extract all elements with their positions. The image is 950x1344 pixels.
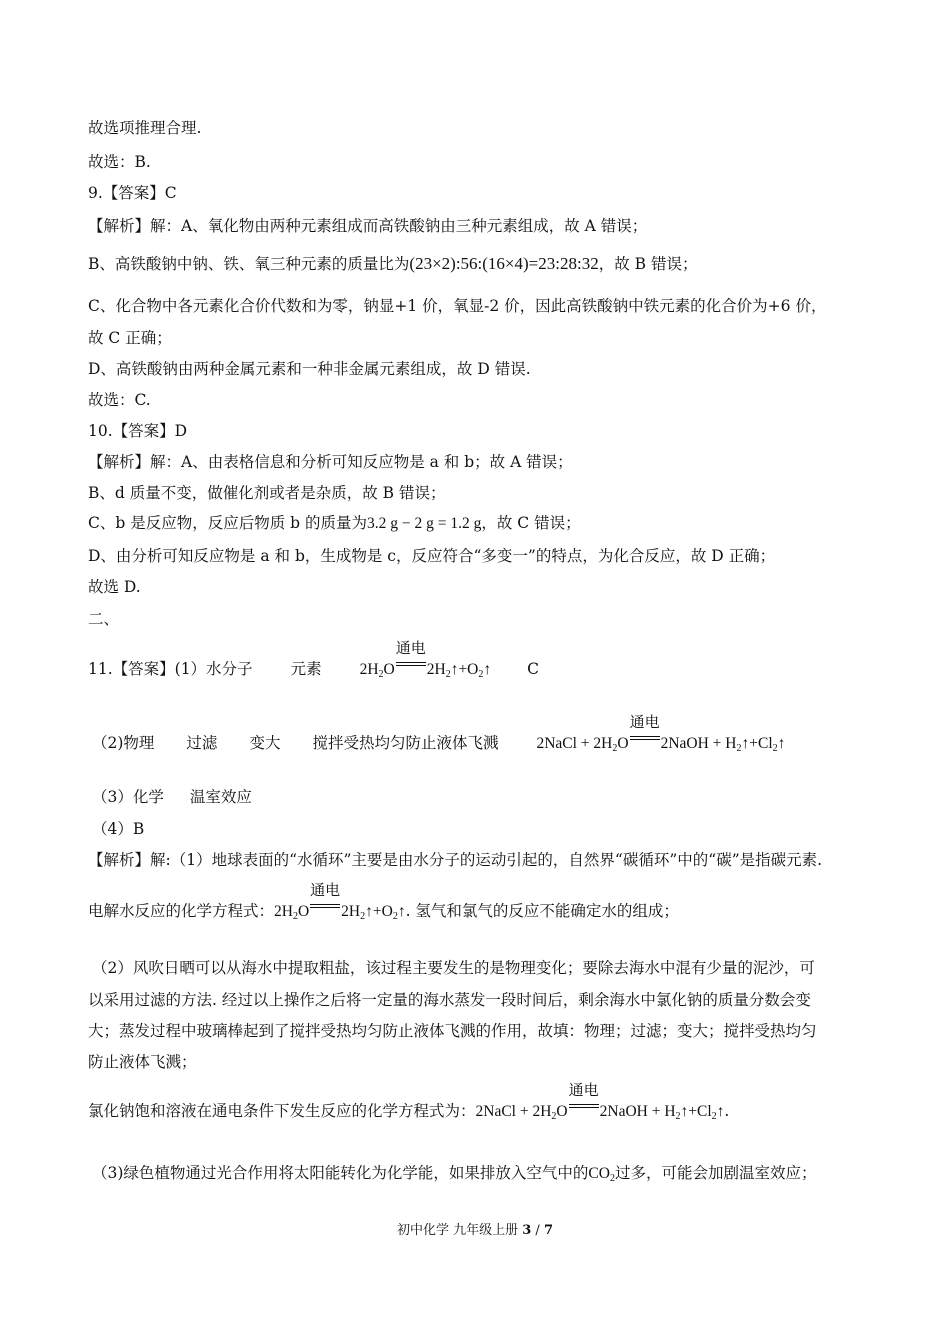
answer-part-2 [92, 715, 786, 755]
text-span: 11.【答案】(1）水分子 [88, 660, 253, 678]
text-line: 【解析】解:（1）地球表面的“水循环”主要是由水分子的运动引起的，自然界“碳循环”中的“碳”是指碳元素. [88, 851, 823, 869]
page-number: 3 [522, 1223, 532, 1238]
text-line: 【解析】解：A、由表格信息和分析可知反应物是 a 和 b；故 A 错误； [88, 453, 573, 471]
text-line: 故选 D. [88, 578, 141, 596]
reaction-condition: 通电 [310, 900, 340, 914]
text-span: ，故 C 错误； [481, 514, 581, 532]
answer-part-4: （4）B [92, 820, 145, 838]
page-total: 7 [543, 1223, 553, 1238]
text-line [88, 883, 679, 923]
text-line: C、化合物中各元素化合价代数和为零，钠显+1 价，氧显-2 价，因此高铁酸钠中铁元素的化合价为+6 价， [88, 297, 827, 315]
water-electrolysis-equation: $2H_2O$ 通电 $2H_2↑+O_2↑$ [359, 641, 492, 680]
text-span: . [724, 1102, 730, 1120]
text-span: ，故 B 错误； [598, 255, 698, 273]
text-line: 大；蒸发过程中玻璃棒起到了搅拌受热均匀防止液体飞溅的作用，故填：物理；过滤；变大；搅拌受热均匀 [88, 1022, 817, 1040]
answer-heading-10: 10.【答案】D [88, 422, 188, 440]
text-line: 【解析】解：A、氧化物由两种元素组成而高铁酸钠由三种元素组成，故 A 错误； [88, 217, 648, 235]
text-line: 故选：B. [88, 153, 151, 171]
answer-part-3 [92, 786, 252, 808]
text-line [88, 253, 697, 275]
salt-electrolysis-equation: 2NaCl + $2H_2O$ 通电 2NaOH + $H_2↑+Cl_2↑$ [536, 715, 786, 754]
text-span: 元素 [290, 660, 322, 678]
text-line [92, 1162, 816, 1185]
text-line: 故 C 正确； [88, 329, 172, 347]
text-span: C [527, 660, 539, 678]
text-span: B、高铁酸钠中钠、铁、氧三种元素的质量比为 [88, 255, 410, 273]
answer-heading-9: 9.【答案】C [88, 184, 177, 202]
co2-formula: $CO_2$ [588, 1165, 615, 1184]
reaction-condition: 通电 [396, 658, 426, 672]
page-separator: / [531, 1223, 544, 1238]
text-line [88, 1083, 730, 1123]
answer-heading-11 [88, 641, 539, 681]
text-span: （3)绿色植物通过光合作用将太阳能转化为化学能，如果排放入空气中的 [92, 1164, 589, 1182]
text-span: （3）化学 [92, 788, 164, 806]
text-line: D、由分析可知反应物是 a 和 b，生成物是 c，反应符合“多变一”的特点，为化合反应，故 D 正确； [88, 547, 776, 565]
text-line: 防止液体飞溅； [88, 1053, 197, 1071]
text-line: B、d 质量不变，做催化剂或者是杂质，故 B 错误； [88, 484, 446, 502]
reaction-condition: 通电 [630, 732, 660, 746]
page-footer [0, 1219, 950, 1238]
text-span: 变大 [249, 734, 281, 752]
text-span: （2)物理 [92, 734, 155, 752]
text-span: 搅拌受热均匀防止液体飞溅 [312, 734, 499, 752]
text-line: D、高铁酸钠由两种金属元素和一种非金属元素组成，故 D 错误. [88, 360, 531, 378]
text-span: . 氢气和氯气的反应不能确定水的组成； [405, 902, 679, 920]
text-span: 过滤 [186, 734, 218, 752]
reaction-condition: 通电 [569, 1100, 599, 1114]
water-electrolysis-equation: $2H_2O$ 通电 $2H_2↑+O_2↑$ [274, 883, 406, 922]
mass-ratio-formula: (23×2):56:(16×4)=23:28:32 [409, 254, 599, 273]
footer-title: 初中化学 九年级上册 [396, 1223, 523, 1238]
mass-formula: 3.2 g − 2 g = 1.2 g [367, 515, 482, 532]
text-line [88, 512, 581, 535]
text-span: 温室效应 [189, 788, 252, 806]
text-line: 以采用过滤的方法. 经过以上操作之后将一定量的海水蒸发一段时间后，剩余海水中氯化钠的质量分数会变 [88, 991, 811, 1009]
text-line: （2）风吹日晒可以从海水中提取粗盐，该过程主要发生的是物理变化；要除去海水中混有少量的泥沙，可 [92, 959, 815, 977]
section-heading: 二、 [88, 610, 120, 628]
text-span: 过多，可能会加剧温室效应； [614, 1164, 817, 1182]
text-line: 故选项推理合理. [88, 119, 202, 137]
text-span: C、b 是反应物，反应后物质 b 的质量为 [88, 514, 367, 532]
text-span: 电解水反应的化学方程式： [88, 902, 275, 920]
text-line: 故选：C. [88, 391, 151, 409]
salt-electrolysis-equation: 2NaCl + $2H_2O$ 通电 2NaOH + $H_2↑+Cl_2↑$ [475, 1083, 725, 1122]
text-span: 氯化钠饱和溶液在通电条件下发生反应的化学方程式为： [88, 1102, 476, 1120]
